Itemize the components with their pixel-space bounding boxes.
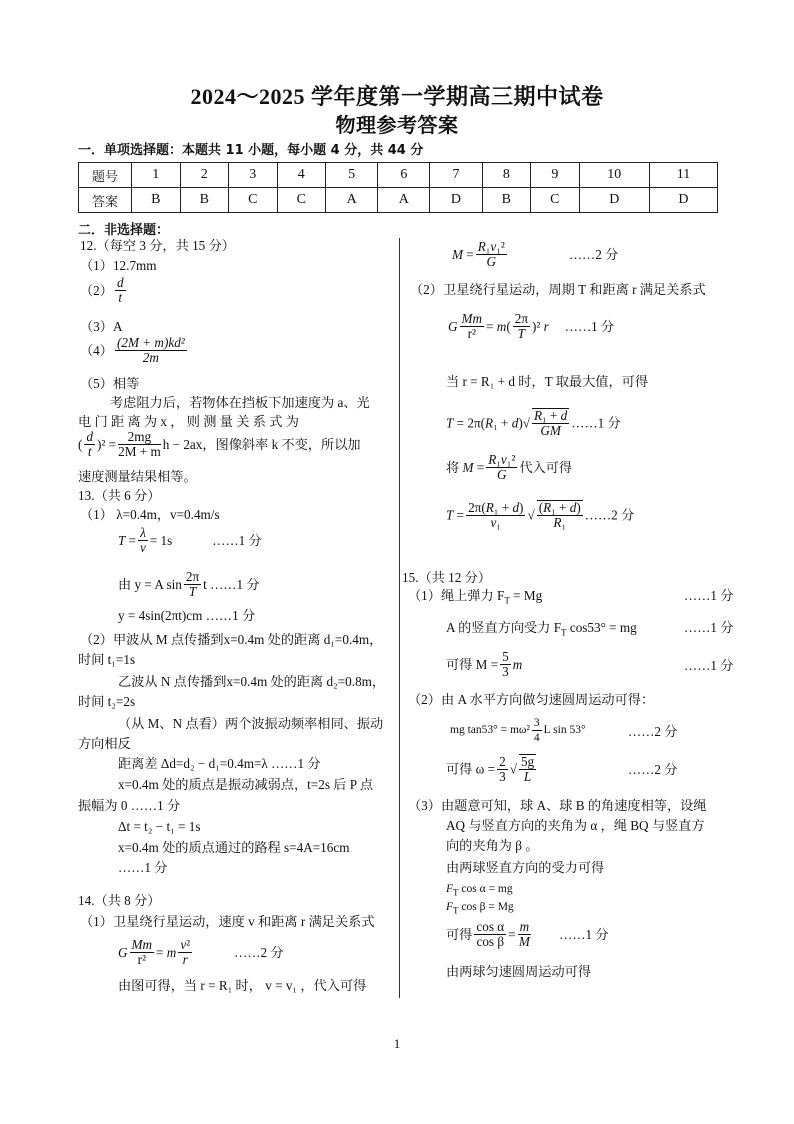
section2-heading: 二．非选择题： bbox=[78, 223, 170, 238]
q14-para-line: （1）卫星绕行星运动，速度 v 和距离 r 满足关系式 bbox=[80, 914, 375, 929]
q15-para-line: 向的夹角为 β 。 bbox=[446, 838, 539, 853]
q14-mass-formula: M = $\frac{\text{R₁v₁²}}{G}$ ……2 分 bbox=[452, 239, 619, 269]
q13-para-line: （2）甲波从 M 点传播到x=0.4m 处的距离 d₁=0.4m， bbox=[80, 632, 383, 647]
table-cell: D bbox=[430, 188, 482, 213]
table-cell: B bbox=[180, 188, 229, 213]
q14-gravity-formula: G $\frac{Mm}{\text{r²}}$ = m $\frac{\text{v²}}{r}$ ……2 分 bbox=[118, 937, 284, 967]
score-points: ……1 分 bbox=[571, 415, 621, 431]
table-cell: B bbox=[482, 188, 531, 213]
q12-answer-5: （5）相等 bbox=[80, 376, 140, 391]
table-cell: D bbox=[579, 188, 649, 213]
table-cell: A bbox=[326, 188, 378, 213]
q14-para-line: 由图可得，当 r = R₁ 时， v = v₁ ，代入可得 bbox=[118, 978, 367, 993]
q12-para-formula: ( $\frac{d}{t}$ )² = $\frac{2mg}{2M + m}$ h − 2ax，图像斜率 k 不变，所以加 bbox=[78, 429, 361, 459]
text-head: 可得 bbox=[446, 927, 473, 942]
text-tail: cos β = Mg bbox=[458, 901, 514, 913]
q14-substitute: 将 M = $\frac{\text{R₁v₁²}}{G}$ 代入可得 bbox=[446, 452, 573, 482]
q15-para-line: AQ 与竖直方向的夹角为 α ，绳 BQ 与竖直方 bbox=[446, 818, 705, 833]
fraction-denominator: 2M + m bbox=[118, 444, 161, 459]
score-points: t ……1 分 bbox=[203, 577, 260, 592]
q15-line-1: （1）绳上弹力 $F_T = Mg$ bbox=[408, 588, 543, 606]
item-label: （4） bbox=[80, 343, 113, 358]
score-points: ……1 分 bbox=[684, 588, 734, 603]
score-points: ……1 分 bbox=[684, 658, 734, 673]
q12-para-line: 速度测量结果相等。 bbox=[78, 469, 197, 484]
q12-answer-4 bbox=[80, 336, 189, 365]
score-points: ……1 分 bbox=[212, 533, 262, 548]
q13-wave-result: y = 4sin(2πt)cm ……1 分 bbox=[118, 608, 256, 623]
q13-heading: 13.（共 6 分） bbox=[78, 488, 161, 503]
score-points: ……1 分 bbox=[559, 927, 609, 942]
text-head: F bbox=[446, 883, 454, 895]
fraction-denominator: t bbox=[118, 290, 123, 305]
formula-tail: h − 2ax，图像斜率 k 不变，所以加 bbox=[162, 437, 361, 452]
score-points: ……2 分 bbox=[584, 507, 635, 523]
text-head: A 的竖直方向受力 F bbox=[446, 620, 562, 635]
table-cell: C bbox=[531, 188, 580, 213]
q15-heading: 15.（共 12 分） bbox=[402, 570, 492, 585]
text-tail: 代入可得 bbox=[519, 460, 573, 475]
text-tail: L sin 53° bbox=[543, 724, 586, 736]
table-cell: 6 bbox=[378, 163, 430, 188]
fraction-numerator: d bbox=[116, 275, 124, 290]
q15-centripetal-formula: mg tan53° = mω² $\frac{3}{4}$ L sin 53° bbox=[450, 717, 586, 744]
q14-period-relation: G $\frac{Mm}{\text{r²}}$ = m( $\frac{2\pi}{T}$ )² r ……1 分 bbox=[448, 311, 615, 341]
page-number: 1 bbox=[393, 1036, 401, 1051]
table-cell: D bbox=[649, 188, 717, 213]
item-label: （2） bbox=[80, 283, 113, 298]
q15-para-line: （2）由 A 水平方向做匀速圆周运动可得： bbox=[408, 692, 655, 707]
text-head: （1）绳上弹力 F bbox=[408, 588, 505, 603]
table-cell: 5 bbox=[326, 163, 378, 188]
q12-answer-1: （1）12.7mm bbox=[80, 258, 157, 273]
score-points: ……1 分 bbox=[564, 319, 615, 334]
score-points: ……2 分 bbox=[568, 247, 619, 262]
fraction-denominator: 2m bbox=[142, 350, 159, 365]
q12-para-line: 电 门 距 离 为 x ， 则 测 量 关 系 式 为 bbox=[78, 414, 299, 429]
q14-final-period: T = $\frac{\text{2π(R₁ + d)}}{\text{v₁}}$ √ $\frac{\text{(R₁ + d)}}{\text{R₁}}$ ……2 分 bbox=[446, 499, 635, 530]
q13-para-line: x=0.4m 处的质点通过的路程 s=4A=16cm bbox=[118, 840, 350, 855]
q14-para-line: （2）卫星绕行星运动，周期 T 和距离 r 满足关系式 bbox=[410, 282, 706, 297]
text-head: 可得 M = bbox=[446, 657, 499, 672]
q15-para-line: 由两球竖直方向的受力可得 bbox=[446, 860, 605, 875]
table-cell: C bbox=[229, 188, 278, 213]
q14-max-period: T = 2π(R₁ + d)√ $\frac{\text{R₁ + d}}{GM}$ ……1 分 bbox=[446, 408, 621, 438]
q13-answer-1: （1） λ=0.4m，v=0.4m/s bbox=[80, 507, 220, 522]
table-cell: B bbox=[132, 188, 181, 213]
table-cell: 1 bbox=[132, 163, 181, 188]
score-points: ……2 分 bbox=[628, 762, 678, 777]
fraction-numerator: 2mg bbox=[118, 430, 161, 445]
page-title: 2024～2025 学年度第一学期高三期中试卷 bbox=[190, 84, 604, 109]
q14-para-line: 当 r = R₁ + d 时，T 取最大值，可得 bbox=[446, 374, 649, 389]
text-tail: m bbox=[512, 657, 523, 672]
text-head: F bbox=[446, 901, 454, 913]
q13-para-line: 时间 t₂=2s bbox=[78, 694, 136, 709]
q15-para-line: 由两球匀速圆周运动可得 bbox=[446, 964, 592, 979]
q13-para-line: 方向相反 bbox=[78, 736, 131, 751]
q12-answer-2 bbox=[80, 276, 128, 305]
table-cell: A bbox=[378, 188, 430, 213]
formula-tail: = 1s bbox=[149, 533, 173, 548]
formula-head: 由 y = A sin bbox=[118, 577, 182, 592]
text-tail: cos α = mg bbox=[458, 883, 513, 895]
table-cell: 10 bbox=[579, 163, 649, 188]
q13-para-line: 距离差 Δd=d₂ − d₁=0.4m=λ ……1 分 bbox=[118, 756, 321, 771]
text-tail: cos53° = mg bbox=[566, 620, 637, 635]
page-subtitle: 物理参考答案 bbox=[335, 115, 459, 137]
q15-para-line: （3）由题意可知，球 A、球 B 的角速度相等，设绳 bbox=[408, 798, 707, 813]
table-header-cell: 答案 bbox=[79, 188, 132, 213]
score-points: ……1 分 bbox=[684, 620, 734, 635]
table-cell: 7 bbox=[430, 163, 482, 188]
q13-para-line: 振幅为 0 ……1 分 bbox=[78, 798, 181, 813]
q13-para-line: ……1 分 bbox=[118, 860, 168, 875]
q12-heading: 12.（每空 3 分，共 15 分） bbox=[80, 238, 235, 253]
table-cell: 9 bbox=[531, 163, 580, 188]
text-head: mg tan53° = mω² bbox=[450, 724, 530, 736]
score-points: ……2 分 bbox=[234, 945, 284, 960]
table-cell: 11 bbox=[649, 163, 717, 188]
q13-para-line: x=0.4m 处的质点是振动减弱点，t=2s 后 P 点 bbox=[118, 777, 374, 792]
table-cell: 4 bbox=[277, 163, 326, 188]
q15-omega-formula: 可得 ω = $\frac{2}{3}$ √ $\frac{5g}{L}$ bbox=[446, 753, 535, 784]
table-cell: 3 bbox=[229, 163, 278, 188]
q12-para-line: 考虑阻力后，若物体在挡板下加速度为 a、光 bbox=[110, 395, 370, 410]
q13-para-line: 时间 t₁=1s bbox=[78, 652, 136, 667]
right-column bbox=[400, 0, 794, 1124]
text-head: 可得 ω = bbox=[446, 761, 496, 777]
table-cell: C bbox=[277, 188, 326, 213]
q13-para-line: Δt = t₂ − t₁ = 1s bbox=[118, 819, 201, 834]
fraction-numerator: (2M + m)kd² bbox=[116, 335, 185, 350]
q14-heading: 14.（共 8 分） bbox=[78, 893, 161, 908]
q12-answer-3: （3）A bbox=[80, 319, 123, 334]
q15-force-eq-2: $F_T$ cos β = Mg bbox=[446, 901, 514, 916]
q15-ratio-formula: 可得 $\frac{\text{cos α}}{\text{cos β}}$ = $\frac{m}{M}$ ……1 分 bbox=[446, 919, 609, 949]
q15-line-2: A 的竖直方向受力 $F_T$ cos53° = mg bbox=[446, 620, 637, 638]
q15-line-3: 可得 M = $\frac{5}{3}$ m bbox=[446, 649, 523, 679]
q13-para-line: （从 M、N 点看）两个波振动频率相同、振动 bbox=[118, 716, 384, 731]
table-cell: 2 bbox=[180, 163, 229, 188]
table-cell: 8 bbox=[482, 163, 531, 188]
section1-heading: 一．单项选择题：本题共 11 小题，每小题 4 分，共 44 分 bbox=[78, 143, 424, 158]
q13-period-formula: T = $\frac{\lambda}{v}$ = 1s ……1 分 bbox=[118, 525, 262, 555]
q13-wave-formula: 由 y = A sin $\frac{2\pi}{T}$ t ……1 分 bbox=[118, 569, 260, 599]
q13-para-line: 乙波从 N 点传播到x=0.4m 处的距离 d₂=0.8m， bbox=[118, 674, 386, 689]
table-header-cell: 题号 bbox=[79, 163, 132, 188]
text-tail: = Mg bbox=[509, 588, 543, 603]
q15-force-eq-1: $F_T$ cos α = mg bbox=[446, 883, 513, 898]
score-points: ……2 分 bbox=[628, 724, 678, 739]
